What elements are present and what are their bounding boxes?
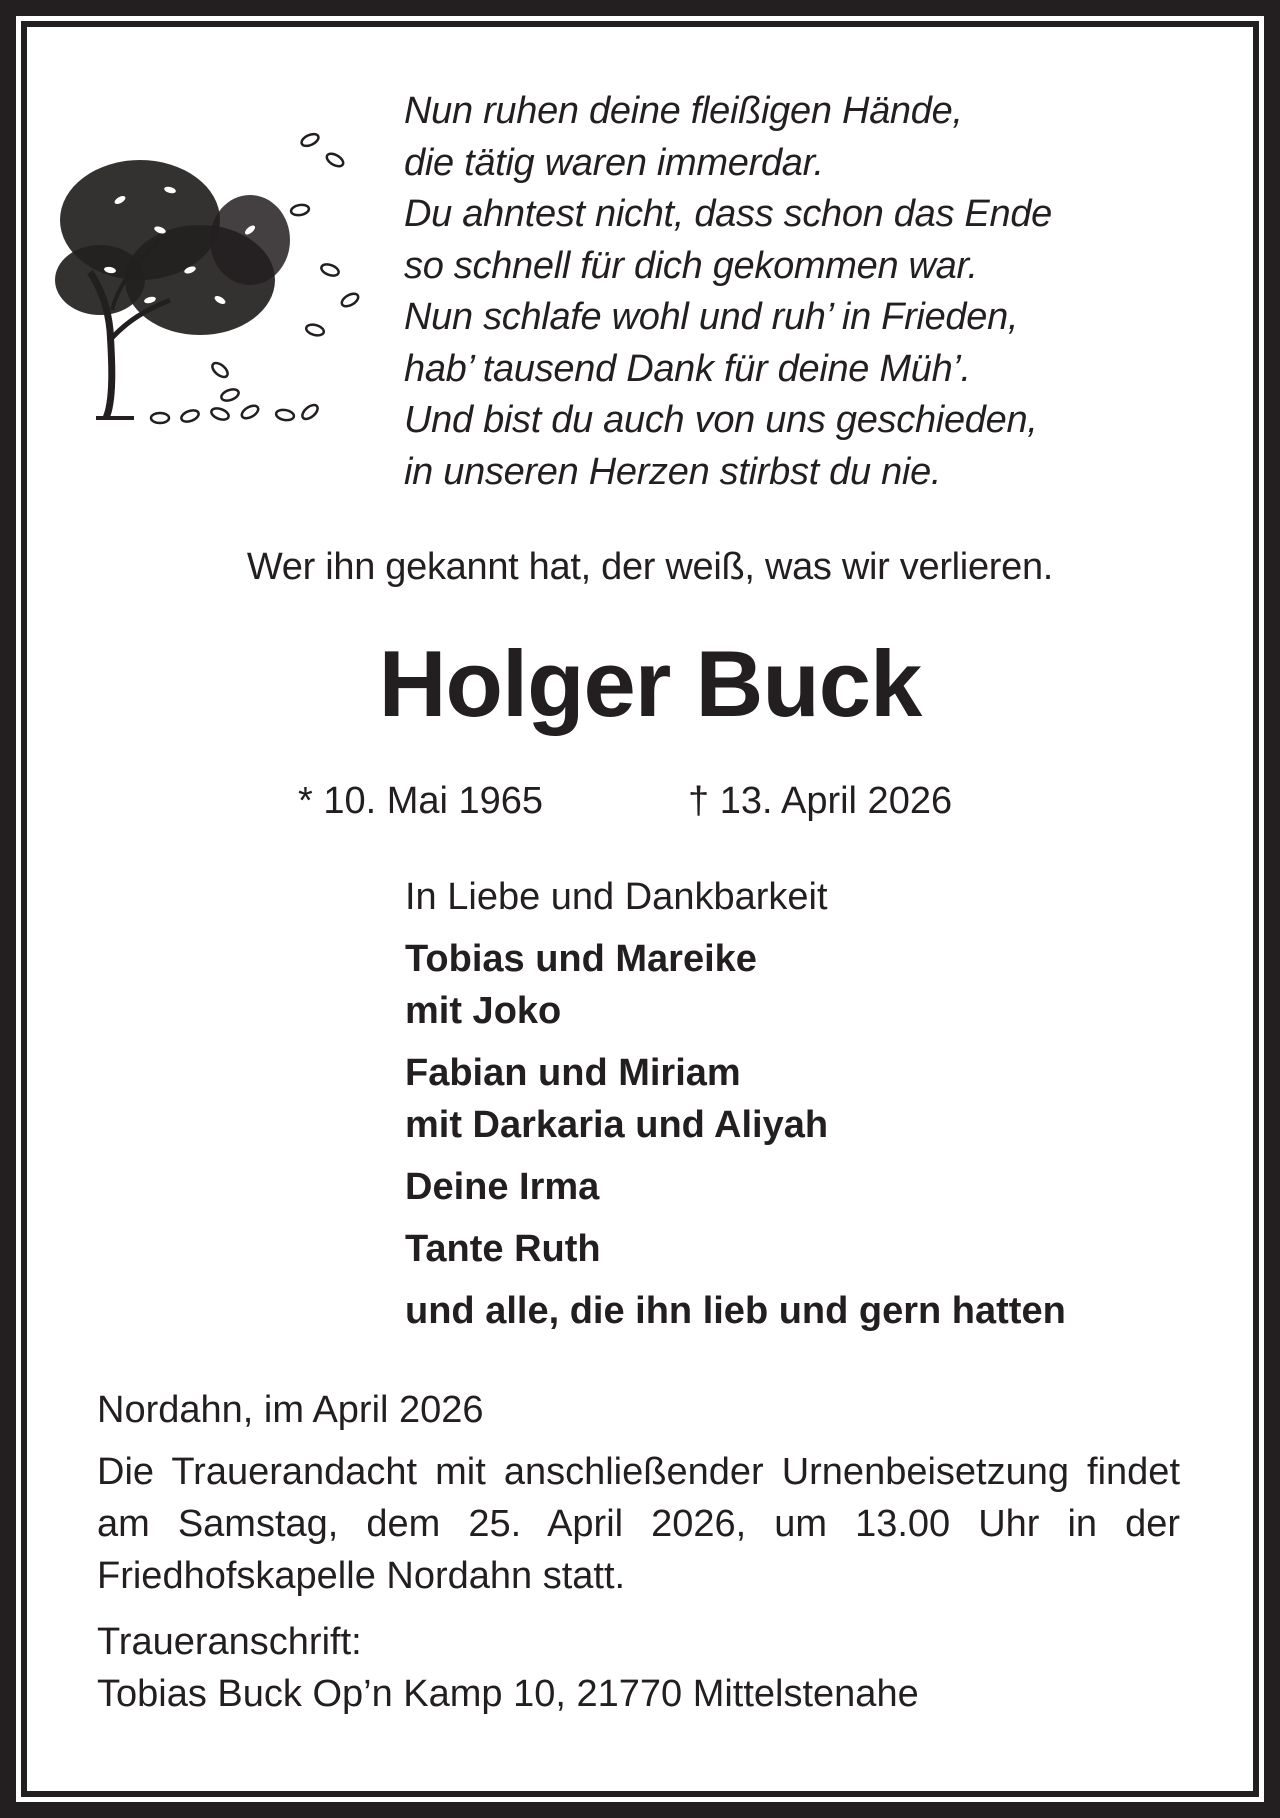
address-text: Tobias Buck Op’n Kamp 10, 21770 Mittelstenahe <box>97 1673 919 1715</box>
mourner-group <box>405 933 1066 1037</box>
notice-footer <box>97 1384 1180 1720</box>
poem-line: die tätig waren immerdar. <box>404 141 824 184</box>
place-date: Nordahn, im April 2026 <box>97 1389 484 1431</box>
mourning-address <box>97 1616 1180 1720</box>
windblown-tree-icon <box>50 100 370 430</box>
mourner-line: Deine Irma <box>405 1166 600 1208</box>
service-info: Die Trauerandacht mit anschließender Urnenbeisetzung findet am Samstag, dem 25. April 2026, um 13.00 Uhr in der Friedhofskapelle Nordahn statt. <box>97 1451 1180 1597</box>
mourners-list <box>405 876 1066 1347</box>
mourner-line: Tobias und Mareike <box>405 938 757 980</box>
mourner-line: mit Darkaria und Aliyah <box>405 1104 829 1146</box>
poem-line: Nun ruhen deine fleißigen Hände, <box>404 90 963 132</box>
poem-line: hab’ tausend Dank für deine Müh’. <box>404 347 971 390</box>
birth-date: * 10. Mai 1965 <box>298 780 544 822</box>
mourner-group <box>405 1161 1066 1213</box>
poem <box>404 86 1052 498</box>
mourner-group <box>405 1047 1066 1151</box>
mourners-intro: In Liebe und Dankbarkeit <box>405 876 828 918</box>
mourner-group <box>405 1285 1066 1337</box>
death-date: † 13. April 2026 <box>688 780 953 822</box>
mourner-group <box>405 1223 1066 1275</box>
poem-line: in unseren Herzen stirbst du nie. <box>404 450 942 493</box>
mourner-line: Tante Ruth <box>405 1228 601 1270</box>
poem-line: Nun schlafe wohl und ruh’ in Frieden, <box>404 296 1019 338</box>
mourner-line: und alle, die ihn lieb und gern hatten <box>405 1290 1066 1332</box>
poem-line: Und bist du auch von uns geschieden, <box>404 399 1038 441</box>
address-label: Traueranschrift: <box>97 1621 362 1663</box>
deceased-name: Holger Buck <box>378 631 922 736</box>
motto: Wer ihn gekannt hat, der weiß, was wir verlieren. <box>246 546 1054 588</box>
poem-line: so schnell für dich gekommen war. <box>404 244 978 287</box>
mourner-line: mit Joko <box>405 990 562 1032</box>
mourner-line: Fabian und Miriam <box>405 1052 741 1094</box>
poem-line: Du ahntest nicht, dass schon das Ende <box>404 193 1052 235</box>
